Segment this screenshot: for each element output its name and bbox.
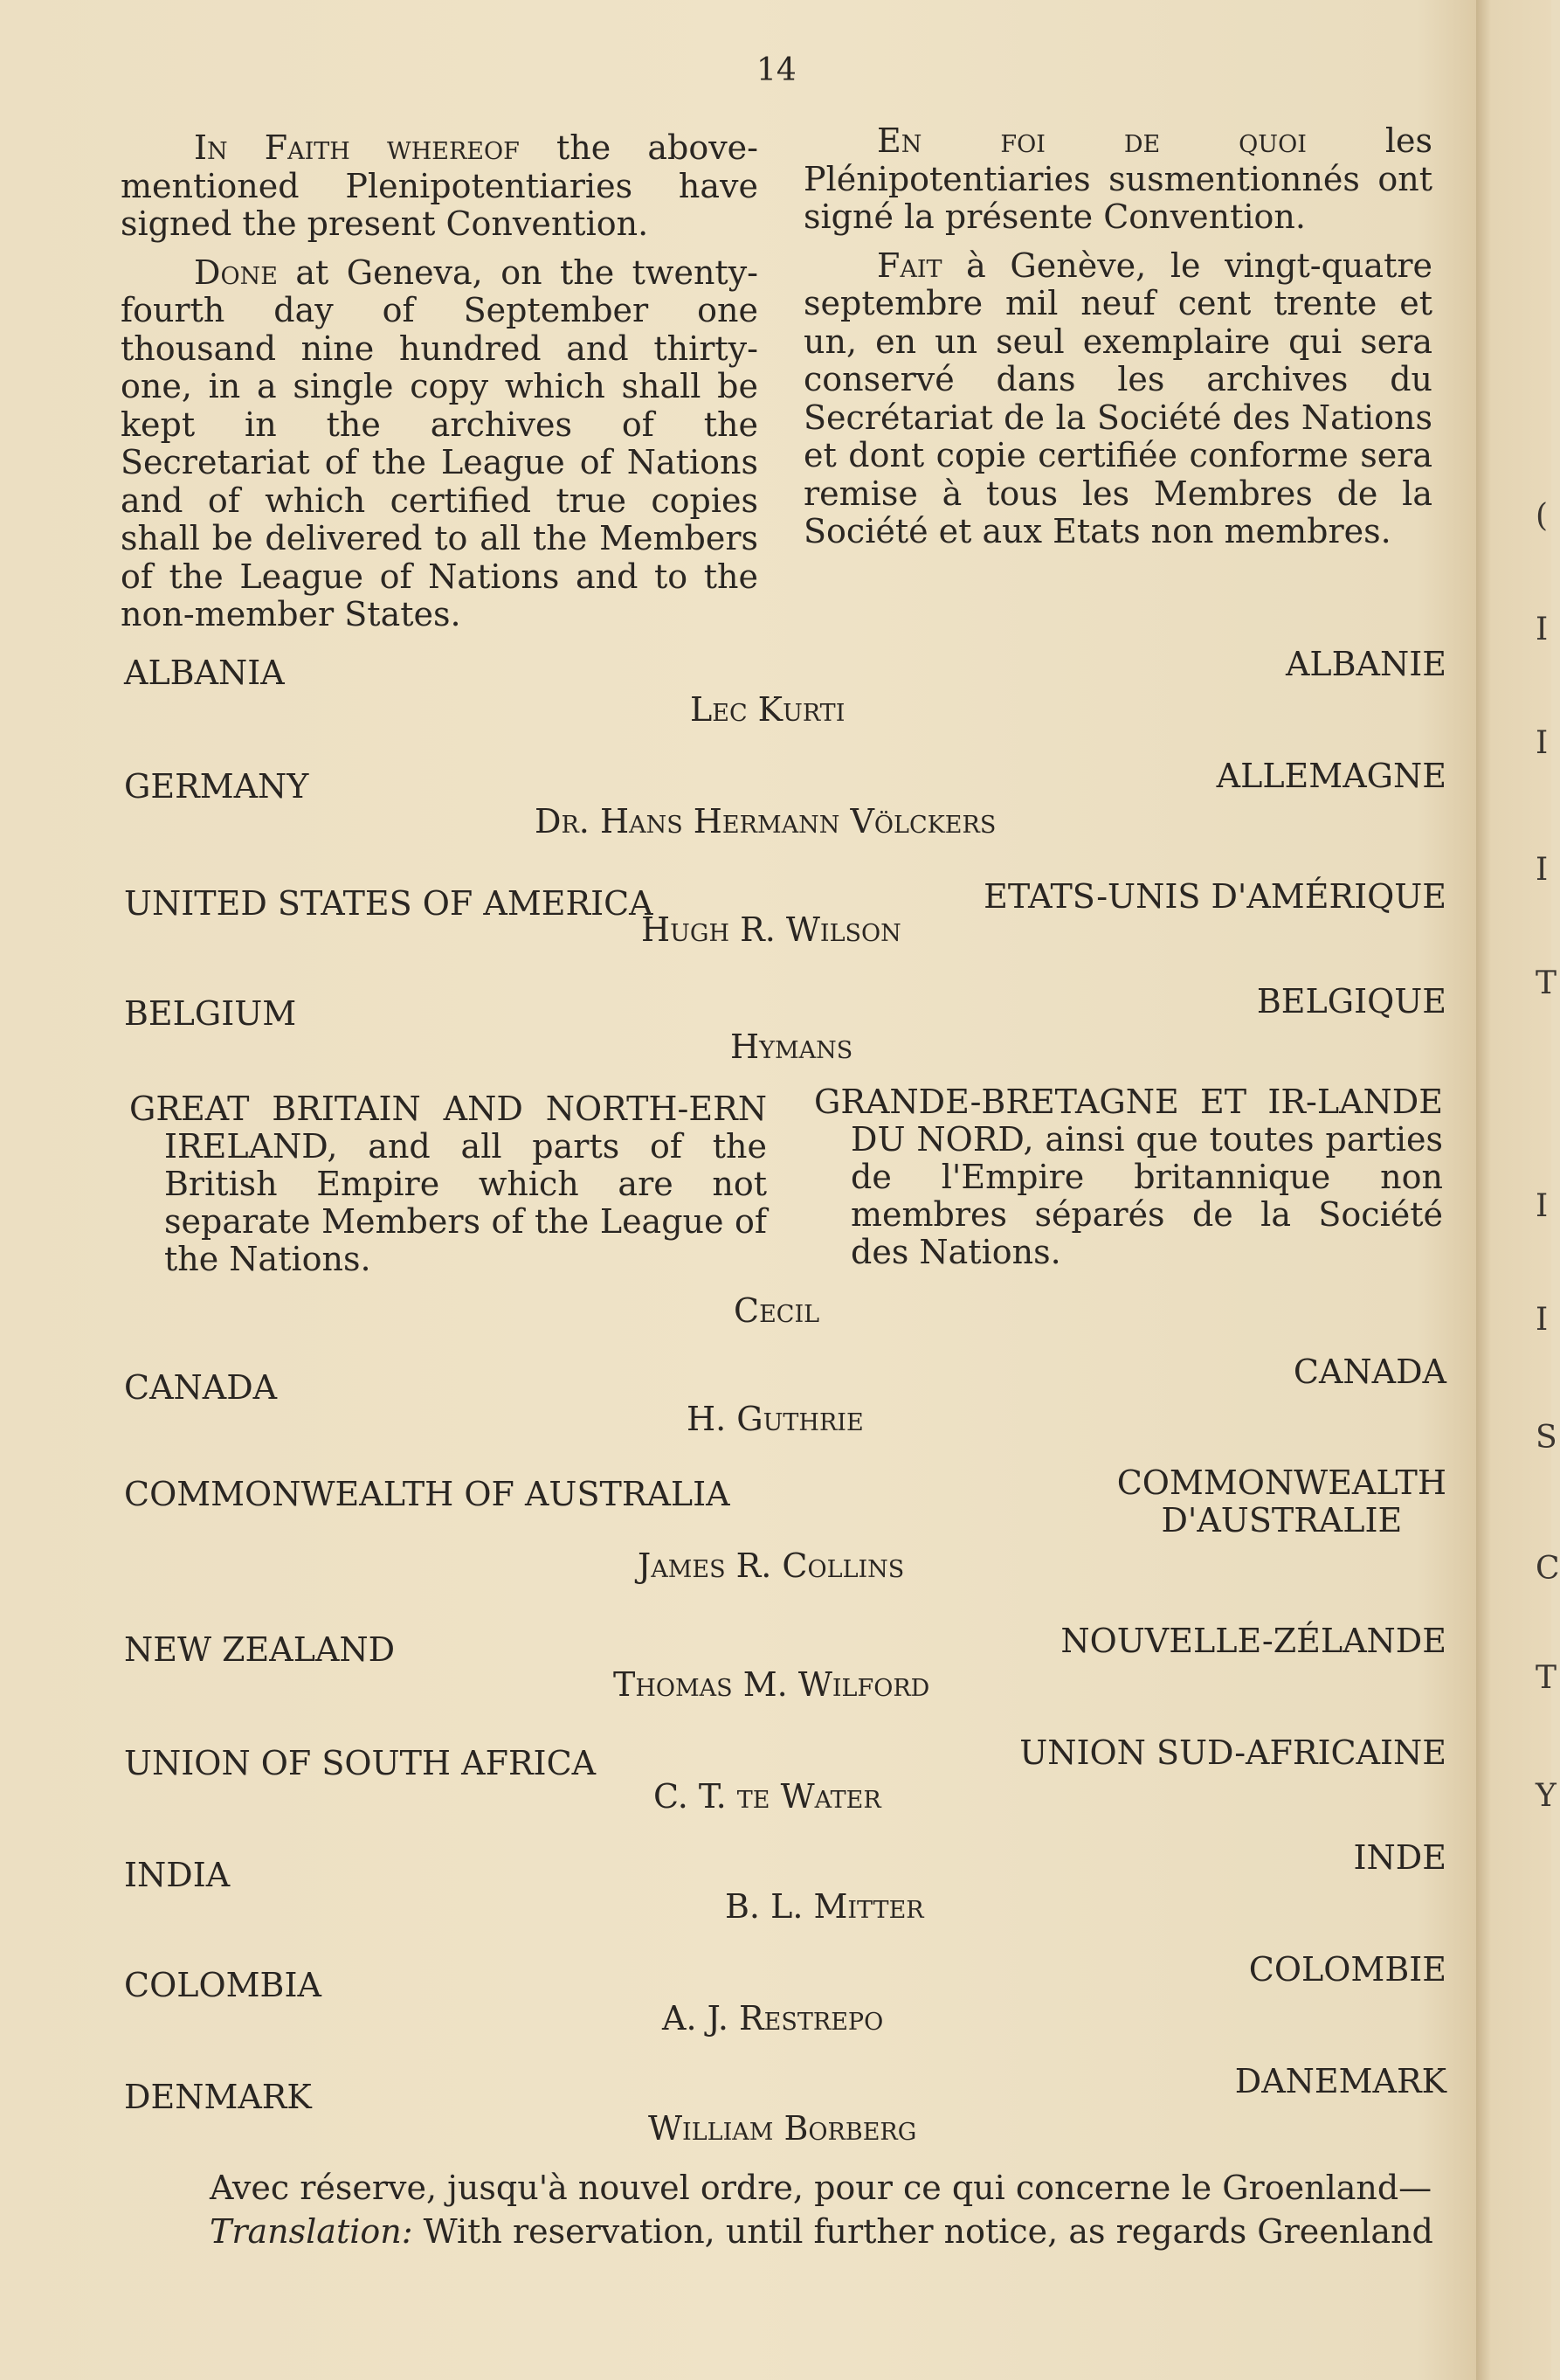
edge-letter: C: [1536, 1551, 1560, 1587]
signatory-australia: James R. Collins: [638, 1546, 905, 1585]
signatory-new-zealand: Thomas M. Wilford: [613, 1665, 930, 1704]
french-lead-fait: Fait: [877, 246, 942, 285]
country-fr-albanie: ALBANIE: [1285, 645, 1446, 683]
edge-letter: I: [1536, 612, 1549, 647]
page-number: 14: [756, 52, 797, 88]
country-en-india: INDIA: [124, 1856, 231, 1894]
country-fr-nouvelle-zelande: NOUVELLE-ZÉLANDE: [1060, 1622, 1446, 1660]
signatory-germany: Dr. Hans Hermann Völckers: [535, 802, 997, 841]
country-fr-australie: [1117, 1464, 1446, 1539]
country-en-south-africa: UNION OF SOUTH AFRICA: [124, 1744, 597, 1782]
country-fr-danemark: DANEMARK: [1234, 2062, 1446, 2100]
signatory-albania: Lec Kurti: [690, 690, 846, 729]
country-fr-australie-line1: COMMONWEALTH: [1116, 1463, 1446, 1502]
country-en-great-britain-block: [129, 1090, 767, 1278]
english-text-in-faith: the above-mentioned Plenipotentiaries have signed the present Convention.: [121, 128, 758, 243]
reservation-french: Avec réserve, jusqu'à nouvel ordre, pour ce qui concerne le Groenland—: [210, 2169, 1432, 2207]
french-paragraph-fait: [804, 247, 1432, 551]
country-fr-belgique: BELGIQUE: [1256, 982, 1446, 1020]
edge-letter: I: [1536, 852, 1549, 888]
country-fr-grande-bretagne: [814, 1083, 1443, 1271]
french-paragraph-en-foi: [804, 122, 1432, 237]
signatory-south-africa: C. T. te Water: [653, 1777, 881, 1816]
edge-letter: T: [1536, 1660, 1557, 1696]
country-en-great-britain: [129, 1090, 767, 1278]
country-en-great-britain-title: GREAT BRITAIN AND NORTH-ERN IRELAND,: [129, 1090, 767, 1166]
signatory-india: B. L. Mitter: [725, 1887, 924, 1926]
english-text-done: at Geneva, on the twenty-fourth day of September one thousand nine hundred and thirty-one, in a single copy which shall be kept in the archives of the Secretariat of the League of Nations and of which certified true copies shall be delivered to all the Members of the League of Nations and to the non-member States.: [121, 253, 758, 633]
english-lead-in-faith: In Faith whereof: [194, 128, 520, 167]
signatory-united-states: Hugh R. Wilson: [641, 910, 901, 949]
english-lead-done: Done: [194, 253, 278, 292]
reservation-translation: [210, 2212, 1433, 2251]
french-column: [804, 122, 1432, 551]
signatory-great-britain: Cecil: [734, 1291, 820, 1330]
country-fr-grande-bretagne-rest: ainsi que toutes parties de l'Empire britannique non membres séparés de la Société des Nations.: [851, 1120, 1443, 1271]
country-fr-etats-unis: ETATS-UNIS D'AMÉRIQUE: [984, 877, 1446, 916]
edge-letter: Y: [1536, 1778, 1557, 1814]
signatory-canada: H. Guthrie: [687, 1400, 864, 1438]
country-en-great-britain-rest: and all parts of the British Empire which are not separate Members of the League of the Nations.: [164, 1127, 767, 1278]
country-fr-canada: CANADA: [1293, 1353, 1446, 1391]
signatory-belgium: Hymans: [730, 1027, 853, 1066]
country-en-albania: ALBANIA: [124, 654, 285, 692]
english-column: [121, 129, 758, 634]
country-fr-australie-line2: D'AUSTRALIE: [1161, 1501, 1403, 1539]
edge-letter: I: [1536, 725, 1549, 761]
country-en-australia: COMMONWEALTH OF AUSTRALIA: [124, 1475, 730, 1513]
french-text-en-foi: les Plénipotentiaries susmentionnés ont signé la présente Convention.: [804, 121, 1432, 236]
country-en-new-zealand: NEW ZEALAND: [124, 1630, 396, 1669]
country-fr-colombie: COLOMBIE: [1248, 1950, 1446, 1989]
signatory-colombia: A. J. Restrepo: [662, 1999, 884, 2038]
signatory-denmark: William Borberg: [648, 2109, 917, 2148]
edge-letter: I: [1536, 1302, 1549, 1338]
country-fr-inde: INDE: [1353, 1838, 1446, 1877]
country-en-belgium: BELGIUM: [124, 994, 297, 1033]
edge-letter: S: [1536, 1420, 1557, 1456]
country-en-canada: CANADA: [124, 1368, 278, 1407]
country-fr-union-sud-africaine: UNION SUD-AFRICAINE: [1019, 1733, 1446, 1772]
country-en-germany: GERMANY: [124, 767, 309, 806]
edge-letter: (: [1536, 498, 1549, 534]
translation-text: With reservation, until further notice, as regards Greenland: [412, 2212, 1433, 2251]
edge-letter: I: [1536, 1188, 1549, 1224]
french-text-fait: à Genève, le vingt-quatre septembre mil neuf cent trente et un, en un seul exemplaire qui sera conservé dans les archives du Secrétariat de la Société des Nations et dont copie certifiée conforme sera remise à tous les Membres de la Société et aux Etats non membres.: [804, 246, 1432, 550]
translation-label: Translation:: [210, 2212, 413, 2251]
english-paragraph-in-faith: [121, 129, 758, 244]
english-paragraph-done: [121, 254, 758, 634]
edge-letter: T: [1536, 965, 1557, 1001]
french-lead-en-foi: En foi de quoi: [877, 121, 1307, 160]
country-en-united-states: UNITED STATES OF AMERICA: [124, 884, 653, 923]
country-fr-grande-bretagne-title: GRANDE-BRETAGNE ET IR-LANDE DU NORD,: [814, 1083, 1443, 1159]
facing-page-edge-letters: [1536, 0, 1560, 2380]
country-en-denmark: DENMARK: [124, 2078, 312, 2116]
country-fr-allemagne: ALLEMAGNE: [1216, 757, 1446, 795]
country-en-colombia: COLOMBIA: [124, 1966, 321, 2004]
country-fr-grande-bretagne-block: [814, 1083, 1443, 1271]
